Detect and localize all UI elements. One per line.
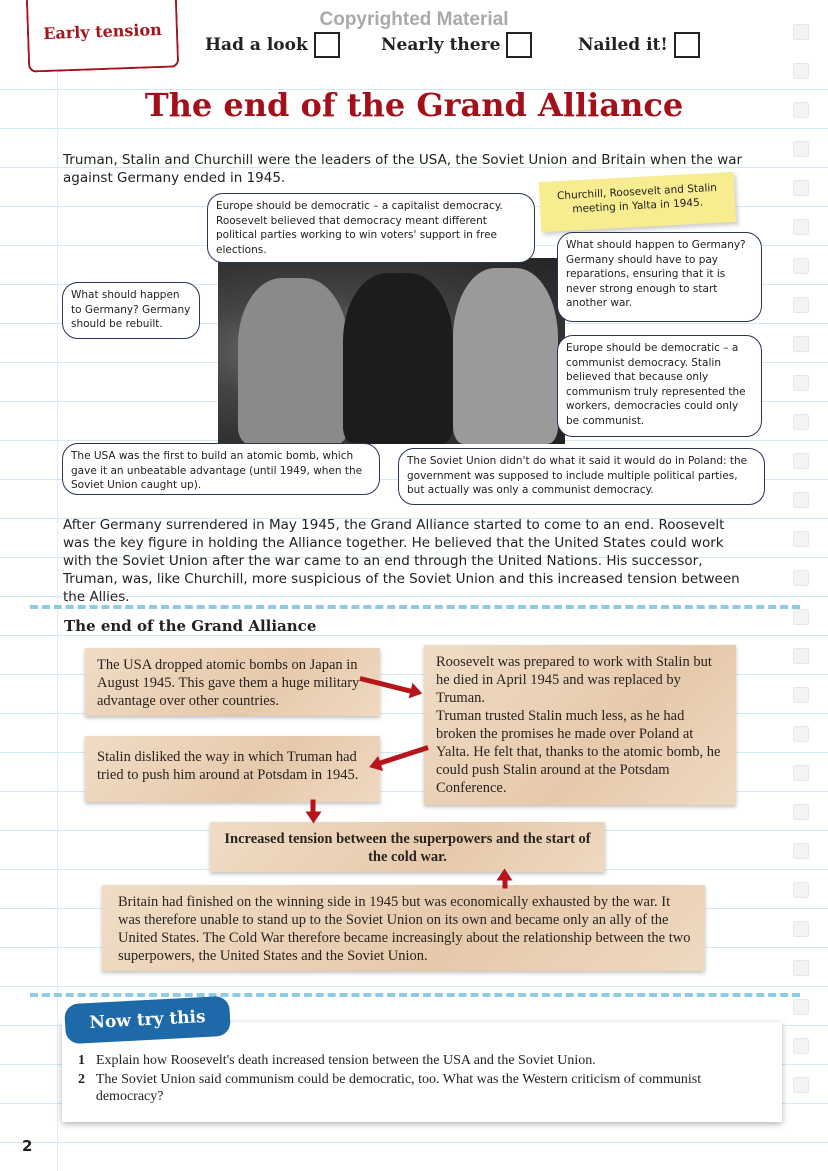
margin-square xyxy=(793,726,809,742)
margin-square xyxy=(793,1038,809,1054)
margin-square xyxy=(793,180,809,196)
body-paragraph: After Germany surrendered in May 1945, the Grand Alliance started to come to an end. Roosevelt was the key figure in holding the Alliance together. He believed that the United States could work with the Soviet Union after the war came to an end through the United Nations. His successor, Truman, was, like Churchill, more suspicious of the Soviet Union and this increased tension between the Allies. xyxy=(63,517,740,605)
yalta-photo xyxy=(218,258,565,444)
margin-square xyxy=(793,375,809,391)
photo-caption: Churchill, Roosevelt and Stalin meeting in Yalta in 1945. xyxy=(539,172,736,232)
checkbox[interactable] xyxy=(314,32,340,58)
speech-bubble: Europe should be democratic – a communist democracy. Stalin believed that because only communism truly represented the workers, democracies could only be communist. xyxy=(557,335,762,437)
speech-bubble: What should happen to Germany? Germany should be rebuilt. xyxy=(62,282,200,339)
question xyxy=(78,1052,762,1069)
ruled-line xyxy=(0,635,828,636)
progress-label: Nearly there xyxy=(381,35,501,55)
margin-square xyxy=(793,843,809,859)
arrow-icon xyxy=(311,800,316,818)
margin-square xyxy=(793,219,809,235)
margin-square xyxy=(793,882,809,898)
margin-square xyxy=(793,531,809,547)
question-text: The Soviet Union said communism could be democratic, too. What was the Western criticism of communist democracy? xyxy=(95,1072,702,1104)
margin-square xyxy=(793,297,809,313)
page-number: 2 xyxy=(22,1137,33,1155)
speech-bubble: Europe should be democratic – a capitalist democracy. Roosevelt believed that democracy meant different political parties working to win voters' support in free elections. xyxy=(207,193,535,263)
margin-square xyxy=(793,258,809,274)
note-result: Increased tension between the superpowers and the start of the cold war. xyxy=(210,822,605,872)
margin-square xyxy=(793,648,809,664)
margin-square xyxy=(793,141,809,157)
question-number: 2 xyxy=(78,1072,85,1087)
progress-label: Had a look xyxy=(205,35,308,55)
progress-nailed-it[interactable] xyxy=(578,32,700,58)
note-roosevelt: Roosevelt was prepared to work with Stalin but he died in April 1945 and was replaced by Truman. Truman trusted Stalin much less, as he had broken the promises he made over Poland at Yalta. He felt that, thanks to the atomic bomb, he could push Stalin around at the Potsdam Conference. xyxy=(424,645,736,805)
margin-square xyxy=(793,570,809,586)
section-heading: The end of the Grand Alliance xyxy=(64,617,317,635)
margin-square xyxy=(793,336,809,352)
divider xyxy=(30,605,800,609)
margin-square xyxy=(793,609,809,625)
checkbox[interactable] xyxy=(674,32,700,58)
speech-bubble: The Soviet Union didn't do what it said it would do in Poland: the government was supposed to include multiple political parties, but actually was only a communist democracy. xyxy=(398,448,765,505)
section-tab-label: Early tension xyxy=(42,19,163,43)
margin-square xyxy=(793,999,809,1015)
margin-square xyxy=(793,765,809,781)
margin-square xyxy=(793,687,809,703)
note-atomic: The USA dropped atomic bombs on Japan in August 1945. This gave them a huge military advantage over other countries. xyxy=(85,648,380,716)
margin-square xyxy=(793,1077,809,1093)
note-stalin: Stalin disliked the way in which Truman had tried to push him around at Potsdam in 1945. xyxy=(85,736,380,802)
question-number: 1 xyxy=(78,1053,85,1068)
question-text: Explain how Roosevelt's death increased tension between the USA and the Soviet Union. xyxy=(96,1053,596,1068)
arrow-icon xyxy=(374,745,429,767)
progress-had-a-look[interactable] xyxy=(205,32,340,58)
ruled-line xyxy=(0,986,828,987)
intro-text: Truman, Stalin and Churchill were the leaders of the USA, the Soviet Union and Britain when the war against Germany ended in 1945. xyxy=(63,152,743,186)
divider xyxy=(30,993,800,997)
progress-label: Nailed it! xyxy=(578,35,668,55)
progress-nearly-there[interactable] xyxy=(381,32,532,58)
margin-square xyxy=(793,63,809,79)
margin-square xyxy=(793,960,809,976)
watermark: Copyrighted Material xyxy=(319,9,509,30)
note-britain: Britain had finished on the winning side in 1945 but was economically exhausted by the war. It was therefore unable to stand up to the Soviet Union on its own and became only an ally of the United States. The Cold War therefore became increasingly about the relationship between the two superpowers, the United States and the Soviet Union. xyxy=(102,885,705,971)
page-title: The end of the Grand Alliance xyxy=(144,86,684,124)
margin-square xyxy=(793,492,809,508)
question xyxy=(78,1071,762,1105)
ruled-line xyxy=(0,1142,828,1143)
speech-bubble: The USA was the first to build an atomic bomb, which gave it an unbeatable advantage (until 1949, when the Soviet Union caught up). xyxy=(62,443,380,495)
checkbox[interactable] xyxy=(506,32,532,58)
now-try-this-tab: Now try this xyxy=(64,996,231,1045)
ruled-line xyxy=(0,128,828,129)
arrow-icon xyxy=(503,875,508,889)
margin-square xyxy=(793,414,809,430)
margin-square xyxy=(793,921,809,937)
speech-bubble: What should happen to Germany? Germany should have to pay reparations, ensuring that it is never strong enough to start another war. xyxy=(557,232,762,322)
margin-square xyxy=(793,453,809,469)
margin-square xyxy=(793,804,809,820)
